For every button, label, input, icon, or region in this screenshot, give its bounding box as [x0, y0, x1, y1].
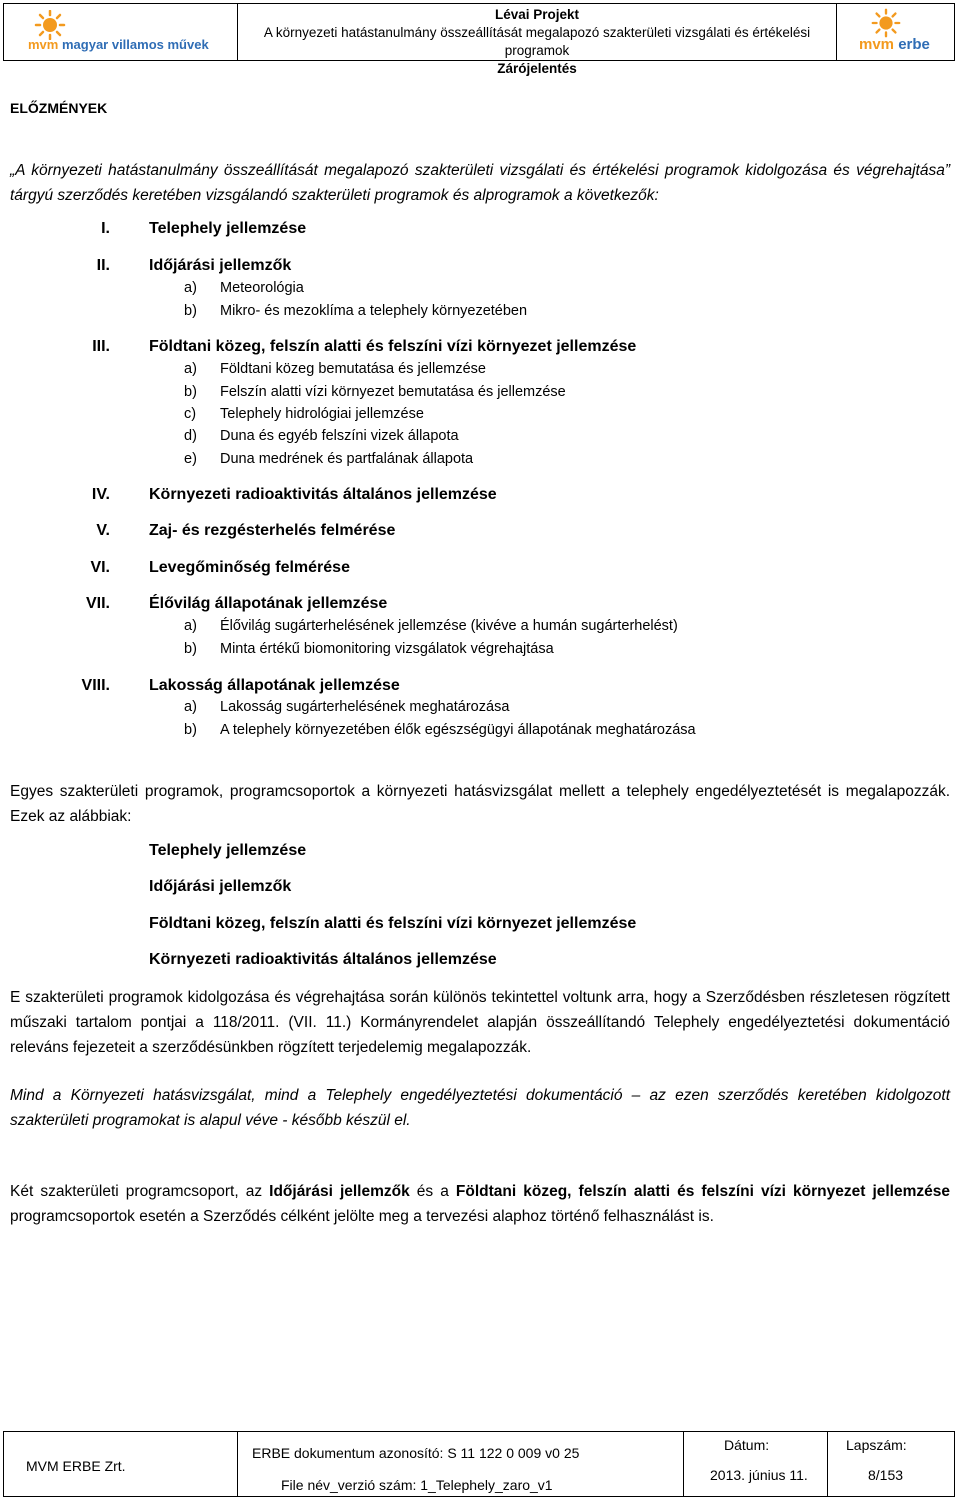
paragraph-bold-text: Időjárási jellemzők	[269, 1183, 410, 1200]
subprogram-text: Lakosság sugárterhelésének meghatározása	[220, 699, 510, 715]
footer-file-name: File név_verzió szám: 1_Telephely_zaro_v1	[281, 1477, 553, 1493]
subprogram-text: Duna és egyéb felszíni vizek állapota	[220, 428, 459, 444]
sun-icon	[32, 10, 68, 40]
program-number: VII.	[85, 595, 110, 612]
program-number: IV.	[91, 486, 110, 503]
subprogram-text: Földtani közeg bemutatása és jellemzése	[220, 361, 486, 377]
program-title: Lakosság állapotának jellemzése	[149, 677, 400, 694]
program-number: VIII.	[81, 677, 110, 694]
footer-company-cell	[4, 1432, 238, 1496]
licensing-program-item: Telephely jellemzése	[149, 842, 307, 859]
regulation-paragraph: E szakterületi programok kidolgozása és végrehajtása során különös tekintettel voltunk arra, hogy a Szerződésben részletesen rögzített műszaki tartalom pontjai a 118/2011. (VII. 11.) Kormányrendelet alapján összeállítandó Telephely engedélyeztetési dokumentáció releváns fejezeteit a szerződésünkben rögzített terjedelemig megalapozzák.	[10, 989, 950, 1056]
program-title: Élővilág állapotának jellemzése	[149, 595, 388, 612]
paragraph-text: Két szakterületi programcsoport, az	[10, 1183, 270, 1200]
header-subtitle: A környezeti hatástanulmány összeállítását megalapozó szakterületi vizsgálati és értékelési programok	[263, 25, 811, 58]
footer-date-label: Dátum:	[724, 1437, 770, 1453]
subprogram-text: Élővilág sugárterhelésének jellemzése (kivéve a humán sugárterhelést)	[220, 618, 678, 634]
mvm-erbe-logo-text: mvm erbe	[859, 36, 930, 53]
mvm-erbe-logo	[837, 4, 954, 60]
paragraph-bold-text: Földtani közeg, felszín alatti és felszíni vízi környezet jellemzése	[455, 1183, 950, 1200]
subprogram-letter: a)	[184, 280, 197, 296]
subprogram-text: Mikro- és mezoklíma a telephely környezetében	[220, 303, 528, 319]
subprogram-letter: d)	[184, 428, 197, 444]
subprogram-letter: a)	[184, 618, 197, 634]
footer-document-cell	[238, 1432, 684, 1496]
intro-paragraph: „A környezeti hatástanulmány összeállítását megalapozó szakterületi vizsgálati és értékelési programok kidolgozása és végrehajtása” tárgyú szerződés keretében vizsgálandó szakterületi programok és alprogramok a következők:	[10, 162, 950, 204]
subprogram-text: A telephely környezetében élők egészségügyi állapotának meghatározása	[220, 722, 696, 738]
program-title: Környezeti radioaktivitás általános jellemzése	[149, 486, 497, 503]
footer-page-label: Lapszám:	[846, 1437, 907, 1453]
page-footer	[3, 1431, 955, 1497]
subprogram-letter: e)	[184, 451, 197, 467]
paragraph-text: programcsoportok esetén a Szerződés célként jelölte meg a tervezési alaphoz történő felhasználást is.	[10, 1208, 714, 1225]
subprogram-letter: b)	[184, 303, 197, 319]
program-number: VI.	[90, 559, 110, 576]
program-number: V.	[96, 522, 110, 539]
footer-page-cell	[828, 1432, 954, 1496]
subprogram-letter: b)	[184, 722, 197, 738]
subprogram-text: Telephely hidrológiai jellemzése	[220, 406, 424, 422]
footer-date-value: 2013. június 11.	[710, 1467, 808, 1483]
header-title-block	[238, 4, 837, 76]
subprogram-text: Felszín alatti vízi környezet bemutatása és jellemzése	[220, 384, 566, 400]
subprogram-letter: a)	[184, 361, 197, 377]
footer-date-cell	[684, 1432, 828, 1496]
licensing-program-item: Időjárási jellemzők	[149, 878, 292, 895]
page-header	[3, 3, 955, 76]
subprogram-text: Duna medrének és partfalának állapota	[220, 451, 474, 467]
program-title: Telephely jellemzése	[149, 220, 307, 237]
planning-paragraph	[10, 1179, 950, 1229]
section-title: ELŐZMÉNYEK	[10, 100, 108, 116]
subprogram-letter: b)	[184, 641, 197, 657]
footer-doc-id: ERBE dokumentum azonosító: S 11 122 0 009 v0 25	[252, 1445, 580, 1461]
program-title: Zaj- és rezgésterhelés felmérése	[149, 522, 396, 539]
program-title: Időjárási jellemzők	[149, 257, 292, 274]
report-type: Zárójelentés	[497, 61, 577, 76]
program-number: III.	[92, 338, 110, 355]
program-title: Földtani közeg, felszín alatti és felszíni vízi környezet jellemzése	[149, 338, 637, 355]
paragraph-text: és a	[409, 1183, 456, 1200]
mvm-logo	[4, 4, 238, 60]
subprogram-text: Minta értékű biomonitoring vizsgálatok végrehajtása	[220, 641, 554, 657]
program-number: II.	[96, 257, 110, 274]
program-number: I.	[101, 220, 110, 237]
licensing-program-item: Környezeti radioaktivitás általános jellemzése	[149, 951, 497, 968]
licensing-program-item: Földtani közeg, felszín alatti és felszíni vízi környezet jellemzése	[149, 915, 637, 932]
subprogram-letter: c)	[184, 406, 197, 422]
mvm-logo-text: mvm magyar villamos művek	[28, 37, 209, 52]
subprogram-letter: a)	[184, 699, 197, 715]
future-docs-paragraph: Mind a Környezeti hatásvizsgálat, mind a Telephely engedélyeztetési dokumentáció – az ezen szerződés keretében kidolgozott szakterületi programokat is alapul véve - később készül el.	[10, 1087, 950, 1129]
program-title: Levegőminőség felmérése	[149, 559, 350, 576]
subprogram-letter: b)	[184, 384, 197, 400]
footer-company: MVM ERBE Zrt.	[26, 1458, 126, 1474]
project-name: Lévai Projekt	[494, 7, 580, 22]
subprogram-text: Meteorológia	[220, 280, 304, 296]
sun-icon	[869, 8, 903, 38]
footer-page-value: 8/153	[868, 1467, 904, 1483]
engedelyezes-paragraph: Egyes szakterületi programok, programcsoportok a környezeti hatásvizsgálat mellett a telephely engedélyeztetését is megalapozzák. Ezek az alábbiak:	[10, 783, 950, 825]
